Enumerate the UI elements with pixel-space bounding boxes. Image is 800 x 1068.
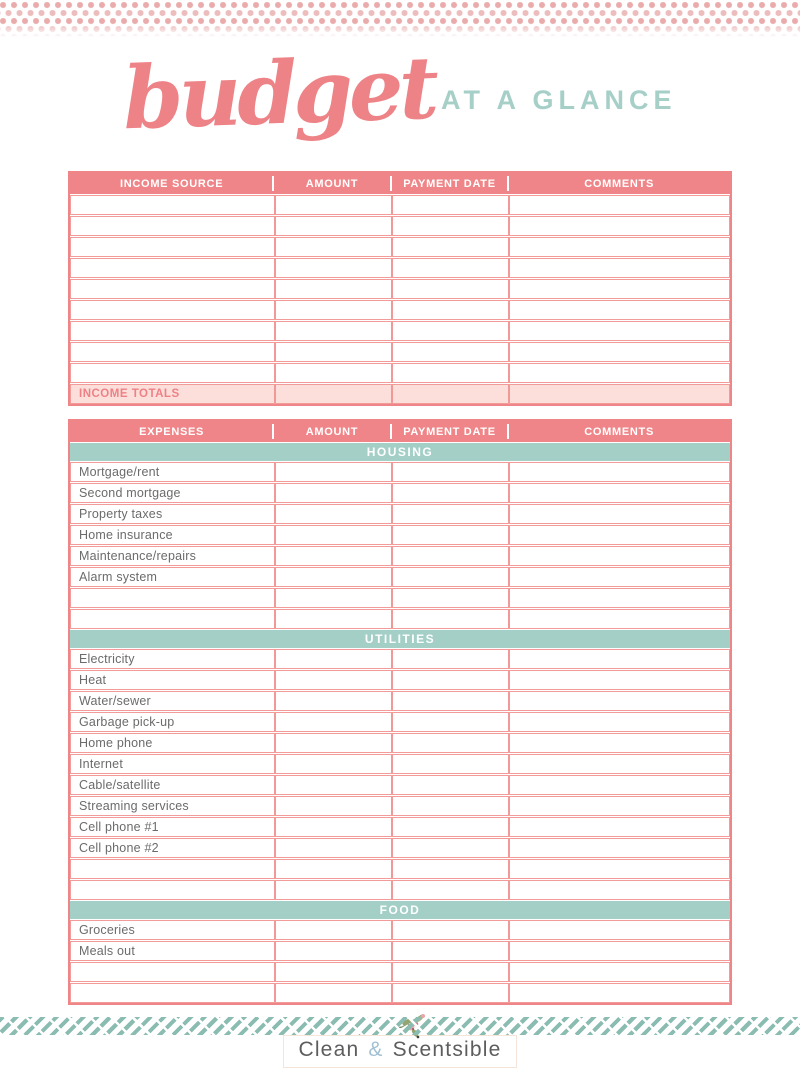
empty-cell <box>391 650 508 668</box>
table-row-empty <box>70 258 730 278</box>
empty-cell <box>274 610 391 628</box>
empty-cell <box>71 984 274 1002</box>
row-label-cell: Property taxes <box>79 507 163 521</box>
row-label-cell: Mortgage/rent <box>79 465 160 479</box>
empty-cell <box>508 589 729 607</box>
empty-cell <box>274 734 391 752</box>
empty-cell <box>274 364 391 382</box>
empty-cell <box>508 984 729 1002</box>
empty-cell <box>391 484 508 502</box>
empty-cell <box>508 238 729 256</box>
empty-cell <box>274 671 391 689</box>
column-header: AMOUNT <box>273 173 390 194</box>
empty-cell <box>391 984 508 1002</box>
title-script-word: budget <box>121 37 437 150</box>
empty-cell <box>508 547 729 565</box>
empty-cell <box>274 755 391 773</box>
row-label-cell: Water/sewer <box>79 694 151 708</box>
table-row <box>70 941 730 961</box>
empty-cell <box>391 818 508 836</box>
budget-sheet <box>68 171 732 1005</box>
row-label-cell: Cell phone #2 <box>79 841 159 855</box>
column-header: EXPENSES <box>139 425 205 438</box>
empty-cell <box>71 301 274 319</box>
empty-cell <box>71 610 274 628</box>
empty-cell <box>391 860 508 878</box>
table-row <box>70 670 730 690</box>
table-row <box>70 567 730 587</box>
empty-cell <box>508 881 729 899</box>
row-label-cell: Maintenance/repairs <box>79 549 197 563</box>
table-row <box>70 796 730 816</box>
empty-cell <box>508 839 729 857</box>
table-row <box>70 817 730 837</box>
empty-cell <box>508 526 729 544</box>
table-row <box>70 733 730 753</box>
empty-cell <box>391 463 508 481</box>
row-label-cell: INCOME TOTALS <box>79 388 180 400</box>
empty-cell <box>391 301 508 319</box>
empty-cell <box>391 963 508 981</box>
empty-cell <box>274 984 391 1002</box>
empty-cell <box>391 797 508 815</box>
table-row <box>70 691 730 711</box>
row-label-cell: Second mortgage <box>79 486 181 500</box>
empty-cell <box>508 776 729 794</box>
empty-cell <box>274 385 391 403</box>
row-label-cell: Home insurance <box>79 528 173 542</box>
column-header: INCOME SOURCE <box>120 177 224 190</box>
empty-cell <box>508 963 729 981</box>
table-header-row <box>70 173 730 194</box>
row-label-cell: Home phone <box>79 736 153 750</box>
empty-cell <box>71 259 274 277</box>
empty-cell <box>274 505 391 523</box>
brand-word-2: Scentsible <box>392 1038 502 1061</box>
table-row-empty <box>70 588 730 608</box>
table-row-empty <box>70 363 730 383</box>
empty-cell <box>391 942 508 960</box>
empty-cell <box>508 343 729 361</box>
empty-cell <box>274 463 391 481</box>
empty-cell <box>508 217 729 235</box>
empty-cell <box>508 568 729 586</box>
empty-cell <box>274 921 391 939</box>
empty-cell <box>71 196 274 214</box>
row-label-cell: Cable/satellite <box>79 778 161 792</box>
table-row-empty <box>70 195 730 215</box>
empty-cell <box>391 568 508 586</box>
empty-cell <box>508 692 729 710</box>
empty-cell <box>391 776 508 794</box>
empty-cell <box>274 322 391 340</box>
empty-cell <box>274 963 391 981</box>
table-row-empty <box>70 983 730 1003</box>
empty-cell <box>391 610 508 628</box>
column-header: AMOUNT <box>273 421 390 442</box>
empty-cell <box>274 839 391 857</box>
empty-cell <box>274 196 391 214</box>
table-row <box>70 483 730 503</box>
empty-cell <box>391 755 508 773</box>
empty-cell <box>274 343 391 361</box>
section-band: UTILITIES <box>70 630 730 648</box>
empty-cell <box>508 301 729 319</box>
table-row-empty <box>70 859 730 879</box>
table-header-row <box>70 421 730 442</box>
brand-word-1: Clean <box>298 1038 360 1061</box>
row-label-cell: Cell phone #1 <box>79 820 159 834</box>
empty-cell <box>508 196 729 214</box>
empty-cell <box>508 942 729 960</box>
empty-cell <box>274 547 391 565</box>
diagonal-stripe-border <box>0 1017 800 1035</box>
empty-cell <box>274 692 391 710</box>
empty-cell <box>71 589 274 607</box>
table-row <box>70 754 730 774</box>
empty-cell <box>391 713 508 731</box>
empty-cell <box>508 797 729 815</box>
empty-cell <box>274 280 391 298</box>
table-row <box>70 504 730 524</box>
empty-cell <box>508 505 729 523</box>
empty-cell <box>391 343 508 361</box>
empty-cell <box>274 881 391 899</box>
table-row-empty <box>70 279 730 299</box>
table-row <box>70 920 730 940</box>
empty-cell <box>274 568 391 586</box>
empty-cell <box>391 322 508 340</box>
empty-cell <box>274 860 391 878</box>
empty-cell <box>508 713 729 731</box>
empty-cell <box>508 280 729 298</box>
empty-cell <box>71 860 274 878</box>
empty-cell <box>508 463 729 481</box>
empty-cell <box>391 881 508 899</box>
table-row-empty <box>70 880 730 900</box>
table-row <box>70 546 730 566</box>
table-row <box>70 525 730 545</box>
empty-cell <box>391 692 508 710</box>
empty-cell <box>274 797 391 815</box>
column-header: PAYMENT DATE <box>391 173 508 194</box>
empty-cell <box>391 196 508 214</box>
income-table <box>68 171 732 406</box>
row-label-cell: Meals out <box>79 944 135 958</box>
expenses-table <box>68 419 732 1005</box>
empty-cell <box>508 860 729 878</box>
row-label-cell: Garbage pick-up <box>79 715 175 729</box>
empty-cell <box>508 818 729 836</box>
empty-cell <box>274 818 391 836</box>
brand-ampersand: & <box>368 1038 384 1061</box>
table-row-empty <box>70 237 730 257</box>
empty-cell <box>274 589 391 607</box>
empty-cell <box>508 484 729 502</box>
empty-cell <box>508 671 729 689</box>
empty-cell <box>391 839 508 857</box>
empty-cell <box>508 259 729 277</box>
table-row-empty <box>70 342 730 362</box>
empty-cell <box>391 734 508 752</box>
empty-cell <box>508 322 729 340</box>
empty-cell <box>391 547 508 565</box>
table-row-empty <box>70 300 730 320</box>
section-band: FOOD <box>70 901 730 919</box>
empty-cell <box>71 280 274 298</box>
table-row-empty <box>70 962 730 982</box>
empty-cell <box>274 301 391 319</box>
empty-cell <box>274 259 391 277</box>
row-label-cell: Internet <box>79 757 123 771</box>
empty-cell <box>274 776 391 794</box>
empty-cell <box>391 238 508 256</box>
empty-cell <box>71 322 274 340</box>
empty-cell <box>391 671 508 689</box>
column-header: PAYMENT DATE <box>391 421 508 442</box>
empty-cell <box>274 238 391 256</box>
empty-cell <box>391 217 508 235</box>
empty-cell <box>508 734 729 752</box>
empty-cell <box>508 755 729 773</box>
row-label-cell: Heat <box>79 673 107 687</box>
table-row <box>70 775 730 795</box>
table-row <box>70 384 730 404</box>
table-row-empty <box>70 321 730 341</box>
empty-cell <box>391 505 508 523</box>
empty-cell <box>508 364 729 382</box>
section-band: HOUSING <box>70 443 730 461</box>
empty-cell <box>71 238 274 256</box>
empty-cell <box>391 259 508 277</box>
empty-cell <box>391 921 508 939</box>
empty-cell <box>71 343 274 361</box>
row-label-cell: Groceries <box>79 923 135 937</box>
title-suffix: AT A GLANCE <box>441 85 677 115</box>
empty-cell <box>274 942 391 960</box>
polka-dot-border <box>0 0 800 38</box>
empty-cell <box>391 526 508 544</box>
column-header: COMMENTS <box>508 421 730 442</box>
empty-cell <box>71 217 274 235</box>
empty-cell <box>274 526 391 544</box>
empty-cell <box>274 713 391 731</box>
page-title <box>0 38 800 166</box>
table-row <box>70 712 730 732</box>
empty-cell <box>274 217 391 235</box>
empty-cell <box>274 484 391 502</box>
empty-cell <box>391 280 508 298</box>
empty-cell <box>274 650 391 668</box>
empty-cell <box>391 385 508 403</box>
row-label-cell: Electricity <box>79 652 135 666</box>
table-row-empty <box>70 216 730 236</box>
empty-cell <box>71 881 274 899</box>
column-header: COMMENTS <box>508 173 730 194</box>
row-label-cell: Alarm system <box>79 570 158 584</box>
empty-cell <box>508 921 729 939</box>
empty-cell <box>391 589 508 607</box>
empty-cell <box>508 385 729 403</box>
row-label-cell: Streaming services <box>79 799 189 813</box>
empty-cell <box>508 610 729 628</box>
empty-cell <box>71 963 274 981</box>
empty-cell <box>391 364 508 382</box>
table-row <box>70 838 730 858</box>
table-row-empty <box>70 609 730 629</box>
empty-cell <box>71 364 274 382</box>
table-row <box>70 649 730 669</box>
empty-cell <box>508 650 729 668</box>
table-row <box>70 462 730 482</box>
